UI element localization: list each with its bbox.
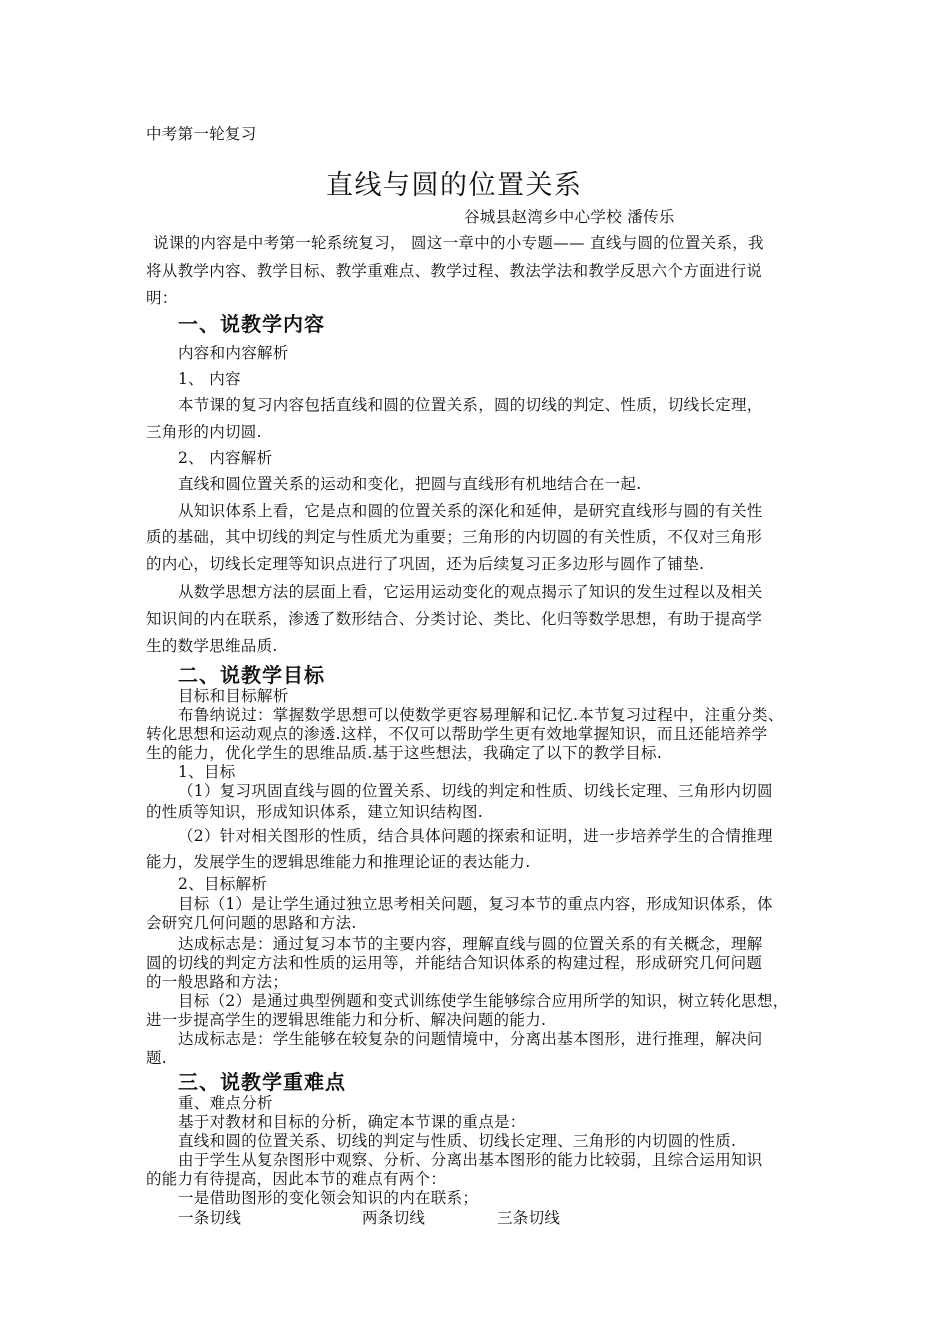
- author-line: 谷城县赵湾乡中心学校 潘传乐: [464, 208, 675, 226]
- paragraph-line: （2）针对相关图形的性质，结合具体问题的探索和证明，进一步培养学生的合情推理: [178, 827, 773, 845]
- intro-line: 将从教学内容、教学目标、教学重难点、教学过程、教法学法和教学反思六个方面进行说: [146, 262, 763, 280]
- document-title: 直线与圆的位置关系: [326, 170, 583, 201]
- paragraph-line: 基于对教材和目标的分析，确定本节课的重点是：: [178, 1113, 526, 1131]
- paragraph-line: 2、 内容解析: [178, 449, 273, 467]
- paragraph-line: 圆的切线的判定方法和性质的运用等，并能结合知识体系的构建过程，形成研究几何问题: [146, 954, 763, 972]
- paragraph-line: 内容和内容解析: [178, 344, 289, 362]
- paragraph-line: 目标（1）是让学生通过独立思考相关问题，复习本节的重点内容，形成知识体系，体: [178, 895, 773, 913]
- section-heading-content: 一、说教学内容: [178, 312, 325, 336]
- intro-line: 明：: [146, 289, 178, 307]
- paragraph-line: 会研究几何问题的思路和方法.: [146, 914, 357, 932]
- section-heading-objectives: 二、说教学目标: [178, 663, 325, 687]
- paragraph-line: 1、 内容: [178, 370, 241, 388]
- paragraph-line: 能力，发展学生的逻辑思维能力和推理论证的表达能力.: [146, 853, 531, 871]
- paragraph-line: 达成标志是：学生能够在较复杂的问题情境中，分离出基本图形，进行推理，解决问: [178, 1030, 763, 1048]
- paragraph-line: 的性质等知识，形成知识体系，建立知识结构图.: [146, 803, 484, 821]
- paragraph-line: 生的能力，优化学生的思维品质.基于这些想法，我确定了以下的教学目标.: [146, 744, 663, 762]
- paragraph-line: 的一般思路和方法；: [146, 973, 289, 991]
- paragraph-line: 一是借助图形的变化领会知识的内在联系；: [178, 1189, 479, 1207]
- paragraph-line: 三角形的内切圆.: [146, 423, 262, 441]
- paragraph-line: （1）复习巩固直线与圆的位置关系、切线的判定和性质、切线长定理、三角形内切圆: [178, 782, 773, 800]
- paragraph-line: 1、目标: [178, 763, 236, 781]
- paragraph-line: 布鲁纳说过：掌握数学思想可以使数学更容易理解和记忆.本节复习过程中，注重分类、: [178, 706, 784, 724]
- paragraph-line: 本节课的复习内容包括直线和圆的位置关系，圆的切线的判定、性质，切线长定理，: [178, 396, 763, 414]
- paragraph-line: 的能力有待提高，因此本节的难点有两个：: [146, 1170, 447, 1188]
- paragraph-line: 从知识体系上看，它是点和圆的位置关系的深化和延伸，是研究直线形与圆的有关性: [178, 502, 763, 520]
- paragraph-line: 目标和目标解析: [178, 687, 289, 705]
- paragraph-line: 直线和圆位置关系的运动和变化，把圆与直线形有机地结合在一起.: [178, 475, 642, 493]
- paragraph-line: 目标（2）是通过典型例题和变式训练使学生能够综合应用所学的知识，树立转化思想，: [178, 992, 789, 1010]
- paragraph-line: 达成标志是：通过复习本节的主要内容，理解直线与圆的位置关系的有关概念，理解: [178, 935, 763, 953]
- figure-label-three-tangents: 三条切线: [497, 1209, 561, 1227]
- paragraph-line: 质的基础，其中切线的判定与性质尤为重要；三角形的内切圆的有关性质，不仅对三角形: [146, 528, 763, 546]
- paragraph-line: 2、目标解析: [178, 875, 268, 893]
- paragraph-line: 的内心，切线长定理等知识点进行了巩固，还为后续复习正多边形与圆作了铺垫.: [146, 555, 705, 573]
- figure-label-two-tangents: 两条切线: [362, 1209, 426, 1227]
- paragraph-line: 直线和圆的位置关系、切线的判定与性质、切线长定理、三角形的内切圆的性质.: [178, 1132, 737, 1150]
- section-heading-key-points: 三、说教学重难点: [178, 1070, 346, 1094]
- figure-label-one-tangent: 一条切线: [178, 1209, 242, 1227]
- paragraph-line: 由于学生从复杂图形中观察、分析、分离出基本图形的能力比较弱，且综合运用知识: [178, 1151, 763, 1169]
- intro-line: 说课的内容是中考第一轮系统复习， 圆这一章中的小专题—— 直线与圆的位置关系，我: [153, 234, 764, 252]
- paragraph-line: 题.: [146, 1049, 168, 1067]
- paragraph-line: 从数学思想方法的层面上看，它运用运动变化的观点揭示了知识的发生过程以及相关: [178, 583, 763, 601]
- paragraph-line: 转化思想和运动观点的渗透.这样，不仅可以帮助学生更有效地掌握知识，而且还能培养学: [146, 725, 768, 743]
- paragraph-line: 进一步提高学生的逻辑思维能力和分析、解决问题的能力.: [146, 1011, 547, 1029]
- paragraph-line: 重、难点分析: [178, 1094, 273, 1112]
- paragraph-line: 知识间的内在联系，渗透了数形结合、分类讨论、类比、化归等数学思想，有助于提高学: [146, 610, 763, 628]
- series-label: 中考第一轮复习: [146, 125, 257, 143]
- paragraph-line: 生的数学思维品质.: [146, 637, 278, 655]
